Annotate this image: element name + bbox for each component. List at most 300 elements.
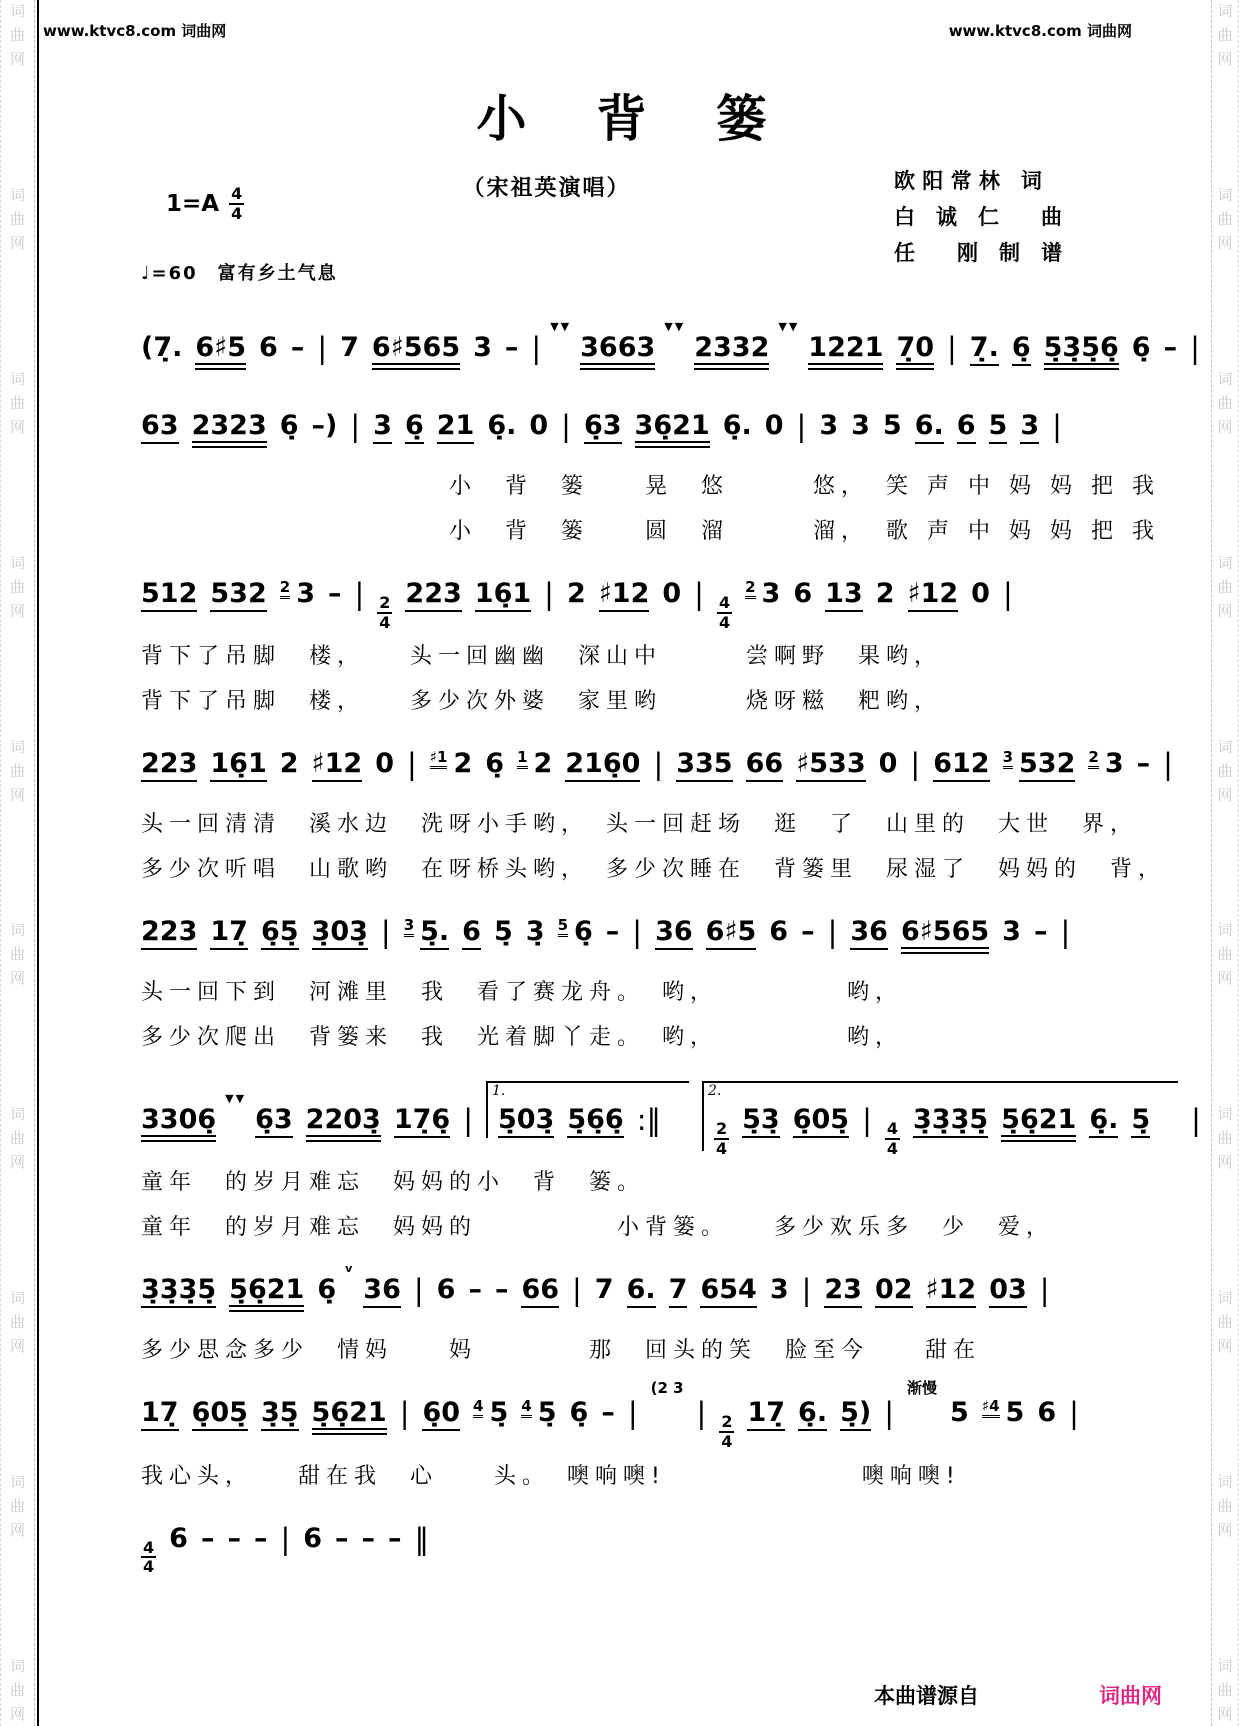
note-token: 6̣ xyxy=(569,1397,589,1429)
watermark-char: 词 xyxy=(1217,185,1233,204)
note-token: 6̣0 xyxy=(422,1399,460,1431)
note-token: 532 xyxy=(210,580,266,612)
watermark-text xyxy=(1212,923,1238,986)
note-token: 6̣. xyxy=(1089,1106,1118,1138)
footer-source-text: 本曲谱源自 xyxy=(874,1684,979,1708)
lyric-line: 头一回清清 溪水边 洗呀小手哟， 头一回赶场 逛 了 山里的 大世 界， xyxy=(141,812,1139,838)
music-line xyxy=(141,575,1212,632)
note-token: 03 xyxy=(989,1276,1027,1308)
note-token: 36̣21 xyxy=(635,412,710,448)
watermark-char: 词 xyxy=(9,737,25,756)
music-line xyxy=(141,320,1212,377)
lyric-line: 童年 的岁月难忘 妈妈的 小背篓。 多少欢乐多 少 爱， xyxy=(141,1215,1055,1241)
watermark-char: 词 xyxy=(1217,553,1233,572)
note-token: 6 xyxy=(1037,1397,1057,1429)
watermark-char: 词 xyxy=(1217,737,1233,756)
barline: | xyxy=(350,409,361,443)
note-token: 5̣ xyxy=(537,1397,557,1429)
note-token: 5̣) xyxy=(840,1399,871,1431)
watermark-text xyxy=(1212,1475,1238,1538)
music-line xyxy=(141,1379,1212,1451)
note-token: 16̣1 xyxy=(475,580,531,612)
volta-label: 1. xyxy=(491,1083,506,1100)
watermark-char: 网 xyxy=(1217,785,1233,804)
watermark-char: 词 xyxy=(9,369,25,388)
watermark-text xyxy=(1,1656,34,1723)
credit-line: 欧 阳 常 林 词 xyxy=(894,169,1042,193)
watermark-char: 词 xyxy=(1217,921,1233,940)
note-token: 5̣3̣ xyxy=(742,1106,780,1138)
watermark-char: 网 xyxy=(9,969,25,988)
note-token: 6̣ xyxy=(317,1274,337,1306)
note-token: 5̣03̣ xyxy=(498,1106,554,1138)
note-token: 7̣0 xyxy=(896,334,934,370)
watermark-char: 词 xyxy=(9,2,25,20)
watermark-char: 曲 xyxy=(9,945,25,964)
note-token: 66 xyxy=(521,1276,559,1308)
watermark-char: 网 xyxy=(9,1704,25,1723)
note-token: 3̣3̣3̣5̣ xyxy=(913,1106,988,1138)
time-signature: 2 4 xyxy=(716,1119,728,1158)
key-label: 1=A xyxy=(166,190,220,217)
grace-note: 3 xyxy=(1003,748,1013,769)
music-system xyxy=(41,745,1212,883)
watermark-char: 词 xyxy=(9,185,25,204)
note-token: – xyxy=(388,1522,402,1554)
lyric-line: 多少次爬出 背篓来 我 光着脚丫走。 哟， 哟， xyxy=(141,1025,904,1051)
note-token: 2 xyxy=(566,578,586,609)
note-token: – xyxy=(361,1522,376,1554)
note-token: 1221 xyxy=(808,334,883,370)
watermark-text xyxy=(1212,1656,1238,1723)
note-token: 3 xyxy=(769,1274,789,1306)
performer-subtitle: （宋祖英演唱） xyxy=(462,176,631,201)
barline: | xyxy=(1052,409,1062,443)
barline: | xyxy=(1002,577,1013,611)
note-token: 6̣05̣ xyxy=(192,1399,248,1431)
watermark-char: 网 xyxy=(1217,969,1233,988)
note-token: ♯12 xyxy=(599,580,650,612)
note-token: 7 xyxy=(594,1274,614,1306)
watermark-char: 曲 xyxy=(1217,1129,1233,1148)
lyric-line: 小 背 篓 晃 悠 悠， 笑 声 中 妈 妈 把 我 xyxy=(141,474,1160,499)
watermark-text xyxy=(1212,1291,1238,1354)
accent-mark: v xyxy=(345,1262,355,1276)
note-token: 3 xyxy=(1104,748,1124,780)
music-system xyxy=(41,575,1212,715)
note-token: 3 xyxy=(473,332,492,363)
music-line xyxy=(141,1262,1212,1319)
note-token: 3 xyxy=(851,410,870,441)
grace-note: 2 xyxy=(280,578,290,599)
watermark-text xyxy=(1212,4,1238,67)
watermark-text xyxy=(1,4,34,67)
barline: | xyxy=(827,915,838,950)
watermark-char: 词 xyxy=(1217,1289,1233,1308)
watermark-char: 曲 xyxy=(1217,26,1233,44)
lyric-line: 头一回下到 河滩里 我 看了赛龙舟。 哟， 哟， xyxy=(141,980,904,1006)
barline: | xyxy=(884,1396,895,1431)
note-token: (7̣. xyxy=(141,332,183,363)
note-token: 16̣1 xyxy=(210,750,266,782)
note-token: 3̣ xyxy=(525,916,545,948)
watermark-text xyxy=(1,1107,34,1170)
barline: :‖ xyxy=(636,1103,661,1138)
barline: | xyxy=(1060,915,1071,950)
note-token: 6. xyxy=(915,412,944,444)
watermark-char: 曲 xyxy=(1217,209,1233,228)
note-token: 02 xyxy=(875,1276,913,1308)
watermark-char: 词 xyxy=(1217,1473,1233,1491)
note-token: 3 xyxy=(296,578,315,609)
note-token: 6♯5 xyxy=(195,334,246,370)
watermark-char: 曲 xyxy=(1217,945,1233,964)
music-system xyxy=(41,1520,1212,1577)
time-signature: 2 4 xyxy=(379,593,391,632)
note-token: – xyxy=(468,1274,482,1306)
music-line xyxy=(141,745,1212,793)
note-token: 7 xyxy=(669,1276,688,1308)
watermark-text xyxy=(1,1475,34,1538)
note-token: – xyxy=(253,1522,268,1554)
note-token: 5̣6̣21 xyxy=(229,1276,304,1312)
note-token: – xyxy=(504,332,519,363)
note-token: 3306̣ xyxy=(141,1106,216,1142)
note-token: – xyxy=(1136,748,1151,780)
header-left-watermark: www.ktvc8.com 词曲网 xyxy=(43,22,227,40)
note-token: 3 xyxy=(373,412,392,444)
watermark-char: 网 xyxy=(9,1521,25,1539)
note-token: – xyxy=(494,1274,509,1306)
watermark-text xyxy=(1,553,34,620)
barline: ‖ xyxy=(414,1521,430,1556)
note-token: 7 xyxy=(340,332,359,363)
note-token: 5̣6̣6̣ xyxy=(567,1106,623,1138)
watermark-char: 曲 xyxy=(9,1313,25,1332)
tempo-marking: ♩=60 富有乡土气息 xyxy=(141,263,338,284)
barline: | xyxy=(399,1396,410,1431)
note-token: 6̣ xyxy=(1012,334,1031,366)
watermark-text xyxy=(1,737,34,804)
note-token: 6̣ xyxy=(485,748,505,780)
time-signature: 4 4 xyxy=(231,184,243,223)
watermark-char: 曲 xyxy=(1217,1313,1233,1332)
note-token: 3 xyxy=(1020,412,1039,444)
watermark-char: 网 xyxy=(1217,417,1233,436)
note-token: 3̣3̣3̣5̣ xyxy=(141,1276,216,1308)
header-right-watermark: www.ktvc8.com 词曲网 xyxy=(948,22,1132,40)
lyric-line: 童年 的岁月难忘 妈妈的小 背 篓。 xyxy=(141,1170,646,1196)
note-token: 5 xyxy=(1005,1397,1025,1429)
note-token: 36 xyxy=(850,918,888,950)
note-token: 6♯565 xyxy=(372,334,460,370)
barline: | xyxy=(694,577,704,611)
barline: | xyxy=(1163,747,1173,782)
note-token: 2 xyxy=(533,748,553,780)
watermark-char: 词 xyxy=(9,1656,25,1675)
note-token: – xyxy=(601,1397,615,1429)
note-token: 223 xyxy=(141,918,197,950)
note-token: 223 xyxy=(141,750,197,782)
note-token: 335 xyxy=(676,750,732,782)
note-token: 0 xyxy=(878,748,898,780)
watermark-char: 网 xyxy=(1217,50,1233,68)
volta-label: 2. xyxy=(708,1083,722,1100)
note-token: 2 xyxy=(453,748,473,780)
watermark-char: 网 xyxy=(9,785,25,804)
note-token: 36 xyxy=(655,918,693,950)
note-token: 5̣3̣5̣6̣ xyxy=(1044,334,1119,370)
grace-note: 4 xyxy=(521,1397,531,1418)
watermark-char: 曲 xyxy=(1217,393,1233,412)
note-token: 21 xyxy=(437,412,475,444)
music-systems xyxy=(41,320,1212,1577)
barline: | xyxy=(544,577,554,611)
note-token: 5 xyxy=(989,412,1008,444)
note-token: 223 xyxy=(405,580,461,612)
watermark-char: 词 xyxy=(9,553,25,572)
note-token: 17̣ xyxy=(210,918,248,950)
note-token: 66 xyxy=(746,750,784,782)
watermark-char: 词 xyxy=(9,1105,25,1124)
watermark-char: 网 xyxy=(1217,1337,1233,1356)
footer xyxy=(874,1680,1162,1710)
lyric-line: 多少次听唱 山歌哟 在呀桥头哟， 多少次睡在 背篓里 尿湿了 妈妈的 背， xyxy=(141,857,1167,883)
note-token: – xyxy=(1033,916,1048,948)
note-token: – xyxy=(801,916,815,948)
watermark-char: 曲 xyxy=(9,577,25,596)
watermark-text xyxy=(1212,553,1238,620)
note-token: 5 xyxy=(882,410,902,441)
note-token: ♯12 xyxy=(908,580,959,612)
note-token: 512 xyxy=(141,580,197,612)
watermark-char: 网 xyxy=(1217,1153,1233,1172)
watermark-char: 曲 xyxy=(9,26,25,44)
note-token: 6̣3 xyxy=(255,1106,293,1138)
barline: | xyxy=(1069,1396,1079,1431)
note-token: 6̣. xyxy=(798,1399,827,1431)
barline: | xyxy=(1191,1103,1201,1138)
time-signature: 2 4 xyxy=(721,1412,733,1451)
watermark-text xyxy=(1212,1107,1238,1170)
barline: | xyxy=(380,915,391,950)
note-token: –) xyxy=(311,410,338,441)
left-watermark-column xyxy=(0,0,35,1726)
watermark-char: 词 xyxy=(1217,1656,1233,1675)
barline: | xyxy=(406,747,417,782)
watermark-char: 网 xyxy=(9,417,25,436)
note-token: 2323 xyxy=(192,412,267,448)
barline: | xyxy=(653,747,664,782)
note-token: 6̣5̣ xyxy=(261,918,299,950)
key-signature xyxy=(166,185,244,222)
footer-brand: 词曲网 xyxy=(1099,1684,1162,1708)
watermark-char: 网 xyxy=(1217,1704,1233,1723)
watermark-text xyxy=(1212,369,1238,436)
note-token: 17̣6̣ xyxy=(394,1106,450,1138)
watermark-char: 网 xyxy=(9,50,25,68)
song-title: 小 背 篓 xyxy=(476,89,777,148)
note-token: 2332 xyxy=(694,334,769,370)
note-token: 6̣3 xyxy=(584,412,622,444)
watermark-char: 词 xyxy=(1217,1105,1233,1124)
note-token: 6 xyxy=(957,412,976,444)
watermark-char: 网 xyxy=(1217,601,1233,620)
note-token: 0 xyxy=(764,410,784,441)
note-token: 6 xyxy=(436,1274,456,1306)
watermark-char: 词 xyxy=(9,921,25,940)
note-token: 532 xyxy=(1019,750,1075,782)
music-system xyxy=(41,407,1212,545)
note-token: – xyxy=(327,578,342,609)
note-token: 6 xyxy=(169,1522,188,1554)
note-token: – xyxy=(227,1522,241,1554)
credit-line: 任 刚 制 谱 xyxy=(894,241,1062,265)
volta-bracket xyxy=(702,1081,1178,1158)
time-signature: 4 4 xyxy=(886,1119,899,1158)
watermark-char: 词 xyxy=(1217,2,1233,20)
watermark-char: 曲 xyxy=(1217,1497,1233,1515)
watermark-text xyxy=(1212,185,1238,252)
watermark-char: 曲 xyxy=(9,1497,25,1515)
watermark-char: 曲 xyxy=(1217,577,1233,596)
note-token: 2203̣ xyxy=(306,1106,381,1142)
note-token: 5̣ xyxy=(1131,1106,1150,1138)
watermark-char: 词 xyxy=(9,1289,25,1308)
note-token: 6 xyxy=(462,918,481,950)
note-token: 5̣6̣21 xyxy=(312,1399,387,1435)
watermark-char: 网 xyxy=(9,1337,25,1356)
credit-line: 白 诚 仁 曲 xyxy=(894,205,1062,229)
watermark-text xyxy=(1212,737,1238,804)
watermark-char: 词 xyxy=(9,1473,25,1491)
lyric-line: 背下了吊脚 楼， 多少次外婆 家里哟 烧呀糍 粑哟， xyxy=(141,689,943,715)
music-line xyxy=(141,407,1212,455)
note-token: – xyxy=(605,916,620,948)
barline: | xyxy=(317,331,328,365)
note-token: ♯533 xyxy=(796,750,865,782)
note-token: 6̣ xyxy=(405,412,424,444)
sheet-content xyxy=(37,0,1212,1726)
grace-note: ♯4 xyxy=(982,1397,1000,1418)
note-token: 3 xyxy=(819,410,839,441)
grace-note: 1 xyxy=(517,748,527,769)
note-token: – xyxy=(1163,332,1178,363)
lyric-line: 我心头， 甜在我 心 头。 噢响噢! 噢响噢! xyxy=(141,1463,961,1489)
note-token: 3663 xyxy=(580,334,655,370)
barline: | xyxy=(627,1396,638,1431)
barline: | xyxy=(280,1521,291,1556)
note-token: 5̣ xyxy=(493,916,513,948)
header-row xyxy=(41,0,1212,41)
watermark-char: 曲 xyxy=(9,1129,25,1148)
watermark-char: 网 xyxy=(9,1153,25,1172)
note-token: ♯12 xyxy=(312,750,363,782)
accent-mark: ▼▼ xyxy=(550,320,572,333)
barline: | xyxy=(801,1273,812,1308)
watermark-char: 网 xyxy=(9,233,25,252)
note-token: 17̣ xyxy=(747,1399,785,1431)
barline: | xyxy=(632,915,643,950)
meta-block xyxy=(41,151,1212,299)
barline: | xyxy=(862,1103,872,1138)
accent-mark: ▼▼ xyxy=(225,1092,247,1106)
music-line xyxy=(141,913,1212,961)
watermark-text xyxy=(1,923,34,986)
watermark-text xyxy=(1,185,34,252)
note-token: 6̣05̣ xyxy=(793,1106,849,1138)
note-token: 3 xyxy=(1002,916,1021,948)
note-token: ♯12 xyxy=(926,1276,977,1308)
lyric-line: 背下了吊脚 楼， 头一回幽幽 深山中 尝啊野 果哟， xyxy=(141,644,943,670)
barline: | xyxy=(463,1103,473,1138)
barline: | xyxy=(696,1396,707,1431)
annotation: (2 3 xyxy=(650,1379,684,1398)
note-token: 6̣. xyxy=(722,410,752,441)
barline: | xyxy=(1190,331,1200,365)
music-system xyxy=(41,1081,1212,1241)
credits-block xyxy=(894,163,1062,271)
watermark-char: 网 xyxy=(1217,1521,1233,1539)
barline: | xyxy=(572,1273,582,1308)
note-token: 0 xyxy=(971,578,990,609)
barline: | xyxy=(531,331,542,365)
note-token: 13 xyxy=(825,580,863,612)
note-token: 612 xyxy=(933,750,989,782)
accent-mark: ▼▼ xyxy=(664,320,686,333)
note-token: – xyxy=(335,1522,349,1554)
watermark-text xyxy=(1,369,34,436)
grace-note: 2 xyxy=(1088,748,1098,769)
note-token: 3̣03̣ xyxy=(312,918,368,950)
note-token: 17̣ xyxy=(141,1399,179,1431)
grace-note: 2 xyxy=(745,578,755,599)
grace-note: ♯1 xyxy=(430,748,448,769)
volta-bracket xyxy=(486,1081,689,1138)
accent-mark: ▼▼ xyxy=(778,320,800,333)
note-token: 36 xyxy=(363,1276,401,1308)
music-system xyxy=(41,320,1212,377)
note-token: 216̣0 xyxy=(565,750,640,782)
note-token: 6. xyxy=(627,1276,656,1308)
note-token: – xyxy=(200,1522,215,1554)
barline: | xyxy=(413,1273,424,1308)
note-token: 7̣. xyxy=(970,334,999,366)
note-token: 5̣ xyxy=(489,1397,509,1429)
note-token: 6̣ xyxy=(279,410,299,441)
watermark-text xyxy=(1,1291,34,1354)
watermark-char: 网 xyxy=(1217,233,1233,252)
note-token: – xyxy=(290,332,305,363)
time-signature: 4 4 xyxy=(718,593,731,632)
watermark-char: 曲 xyxy=(9,393,25,412)
annotation: 渐慢 xyxy=(907,1379,938,1398)
lyric-line: 小 背 篓 圆 溜 溜， 歌 声 中 妈 妈 把 我 xyxy=(141,519,1160,544)
barline: | xyxy=(561,409,571,443)
note-token: 63 xyxy=(141,412,179,444)
watermark-char: 曲 xyxy=(1217,761,1233,780)
watermark-char: 曲 xyxy=(1217,1680,1233,1699)
watermark-char: 网 xyxy=(9,601,25,620)
note-token: 0 xyxy=(662,578,682,609)
barline: | xyxy=(947,331,957,365)
note-token: 0 xyxy=(529,410,549,441)
right-watermark-column xyxy=(1211,0,1239,1726)
note-token: 6 xyxy=(303,1522,323,1554)
music-system xyxy=(41,1262,1212,1364)
watermark-char: 曲 xyxy=(9,1680,25,1699)
note-token: 2 xyxy=(875,578,895,609)
